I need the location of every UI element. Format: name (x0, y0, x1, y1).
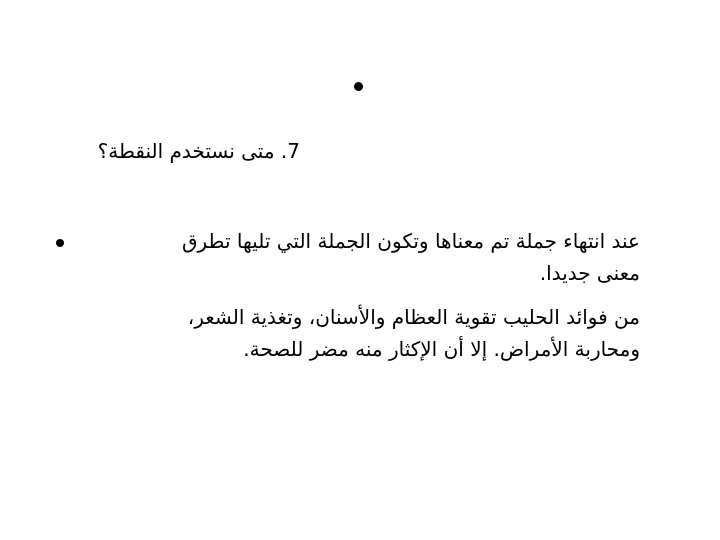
body-line-1: عند انتهاء جملة تم معناها وتكون الجملة التي تليها تطرق (181, 229, 640, 253)
body-line-3: من فوائد الحليب تقوية العظام والأسنان، وتغذية الشعر، (187, 305, 640, 329)
body-line-2: معنى جديدا. (539, 261, 640, 285)
period-dot-symbol (354, 82, 363, 91)
slide-heading: 7. متى نستخدم النقطة؟ (97, 139, 300, 163)
slide-body (40, 228, 640, 380)
body-line-4: ومحاربة الأمراض. إلا أن الإكثار منه مضر للصحة. (243, 337, 640, 361)
